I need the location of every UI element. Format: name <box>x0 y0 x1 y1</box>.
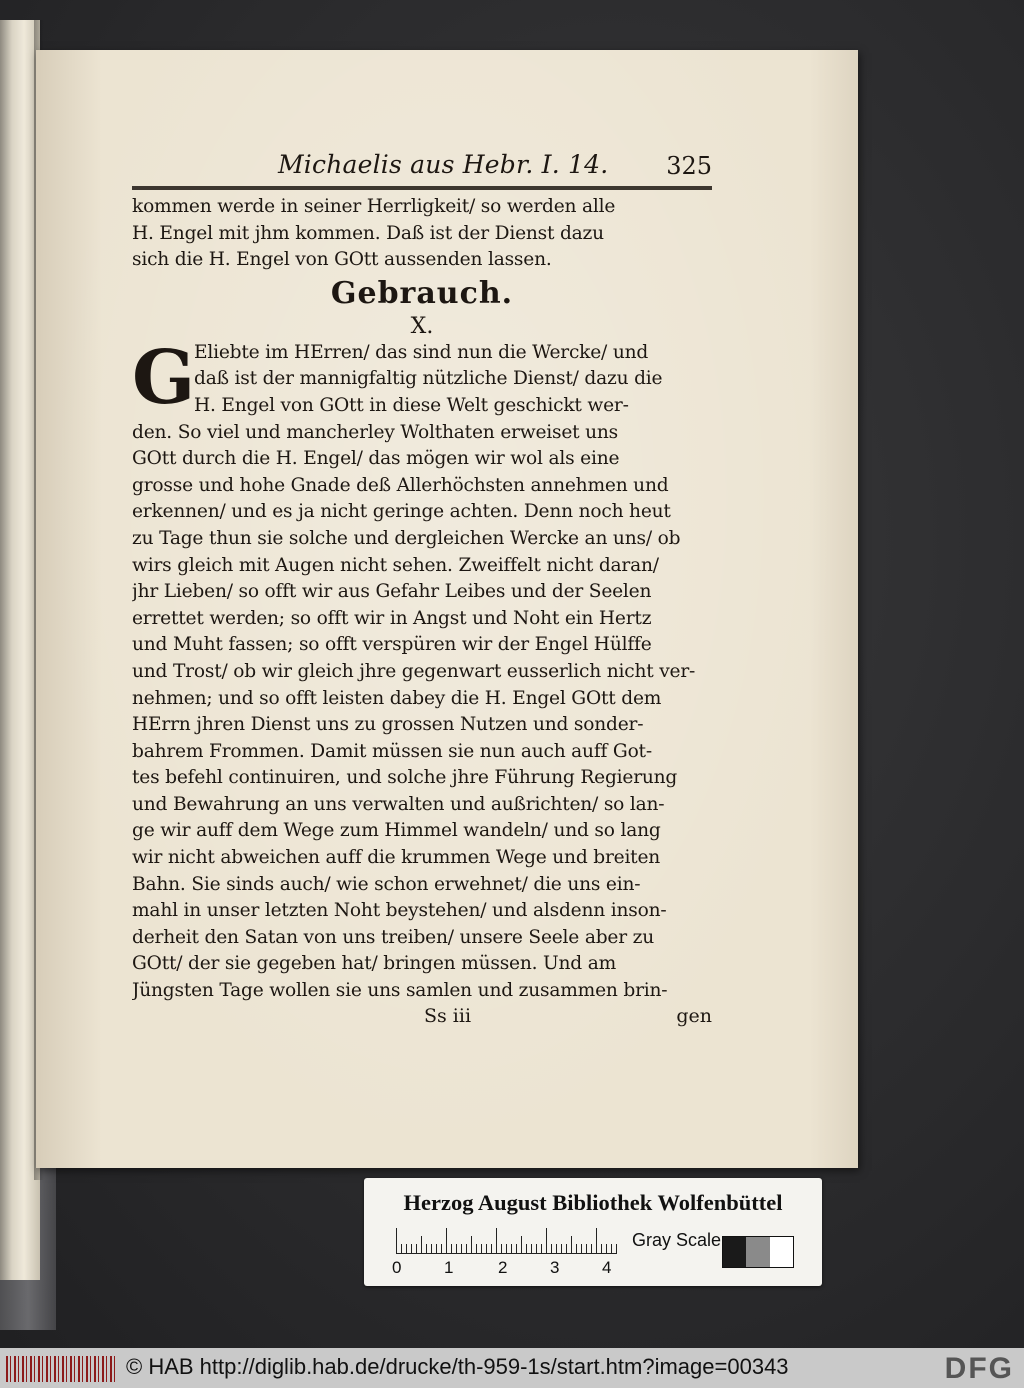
text-line: GOtt durch die H. Engel/ das mögen wir wol als eine <box>132 448 620 470</box>
ruler-tick <box>611 1244 612 1254</box>
ruler-tick <box>486 1244 487 1254</box>
ruler-tick <box>536 1244 537 1254</box>
ruler-tick <box>416 1244 417 1254</box>
ruler-tick <box>616 1244 617 1254</box>
ruler-tick <box>411 1244 412 1254</box>
ruler-tick <box>491 1244 492 1254</box>
ruler-tick <box>521 1236 522 1254</box>
text-line: erkennen/ und es ja nicht geringe achten. Denn noch heut <box>132 501 671 523</box>
gray-patch-mid <box>746 1237 769 1267</box>
text-line: sich die H. Engel von GOtt aussenden lassen. <box>132 249 552 271</box>
ruler-tick <box>456 1244 457 1254</box>
ruler-tick <box>441 1244 442 1254</box>
text-line: errettet werden; so offt wir in Angst und Noht ein Hertz <box>132 607 652 629</box>
ruler-tick <box>506 1244 507 1254</box>
ruler-tick <box>551 1244 552 1254</box>
gray-scale-patches <box>722 1236 794 1268</box>
ruler-tick <box>576 1244 577 1254</box>
dfg-logo: DFG <box>944 1352 1014 1385</box>
page-header <box>132 146 712 188</box>
text-line: zu Tage thun sie solche und dergleichen Wercke an uns/ ob <box>132 527 681 549</box>
color-target-card <box>364 1178 822 1286</box>
text-line: grosse und hohe Gnade deß Allerhöchsten annehmen und <box>132 474 669 496</box>
ruler-tick <box>561 1244 562 1254</box>
text-line: H. Engel von GOtt in diese Welt geschickt wer- <box>194 394 629 416</box>
paragraph <box>132 334 712 1005</box>
ruler-tick <box>481 1244 482 1254</box>
ruler-tick <box>496 1228 497 1254</box>
text-line: nehmen; und so offt leisten dabey die H. Engel GOtt dem <box>132 687 662 709</box>
ruler-number: 0 <box>392 1258 402 1277</box>
text-line: HErrn jhren Dienst uns zu grossen Nutzen und sonder- <box>132 714 644 736</box>
ruler-tick <box>501 1244 502 1254</box>
ruler-tick <box>476 1244 477 1254</box>
ruler-tick <box>451 1244 452 1254</box>
ruler-tick <box>461 1244 462 1254</box>
ruler-tick <box>581 1244 582 1254</box>
ruler-tick <box>571 1236 572 1254</box>
ruler-tick <box>546 1228 547 1254</box>
text-line: H. Engel mit jhm kommen. Daß ist der Dienst dazu <box>132 222 604 244</box>
text-line: daß ist der mannigfaltig nützliche Dienst/ dazu die <box>194 368 663 390</box>
ruler-numbers <box>392 1258 632 1280</box>
header-rule <box>132 186 712 190</box>
text-line: ge wir auff dem Wege zum Himmel wandeln/ und so lang <box>132 820 661 842</box>
page-body <box>132 194 712 1033</box>
text-line: den. So viel und mancherley Wolthaten erweiset uns <box>132 421 619 443</box>
page-foot <box>132 1005 712 1033</box>
text-line: Eliebte im HErren/ das sind nun die Wercke/ und <box>194 341 649 363</box>
ruler-tick <box>586 1244 587 1254</box>
ruler-tick <box>406 1244 407 1254</box>
text-line: und Muht fassen; so offt verspüren wir der Engel Hülffe <box>132 634 652 656</box>
text-line: mahl in unser letzten Noht beystehen/ und alsdenn inson- <box>132 900 667 922</box>
ruler-number: 1 <box>444 1258 454 1277</box>
ruler-tick <box>446 1228 447 1254</box>
ruler-tick <box>596 1228 597 1254</box>
gray-patch-dark <box>723 1237 746 1267</box>
ruler-number: 2 <box>498 1258 508 1277</box>
section-heading: Gebrauch. <box>330 275 514 311</box>
catchword: gen <box>676 1004 712 1027</box>
gray-scale-label: Gray Scale <box>632 1230 722 1250</box>
text-line: derheit den Satan von uns treiben/ unsere Seele aber zu <box>132 926 654 948</box>
text-line: wir nicht abweichen auff die krummen Wege und breiten <box>132 847 661 869</box>
footer-bar <box>0 1348 1024 1388</box>
ruler-number: 3 <box>550 1258 560 1277</box>
ruler-tick <box>606 1244 607 1254</box>
text-line: Jüngsten Tage wollen sie uns samlen und zusammen brin- <box>132 980 668 1002</box>
ruler-tick <box>401 1244 402 1254</box>
ruler-tick <box>431 1244 432 1254</box>
ruler-tick <box>421 1236 422 1254</box>
ruler-tick <box>526 1244 527 1254</box>
library-name: Herzog August Bibliothek Wolfenbüttel <box>403 1190 783 1215</box>
ruler-tick <box>601 1244 602 1254</box>
ruler-tick <box>511 1244 512 1254</box>
section-number: X. <box>410 313 434 339</box>
ruler-tick <box>541 1244 542 1254</box>
text-line: und Bewahrung an uns verwalten und außrichten/ so lan- <box>132 793 665 815</box>
ruler-tick <box>426 1244 427 1254</box>
gray-patch-light <box>770 1237 793 1267</box>
ruler-tick <box>566 1244 567 1254</box>
text-line: jhr Lieben/ so offt wir aus Gefahr Leibes und der Seelen <box>132 581 652 603</box>
ruler-tick <box>471 1236 472 1254</box>
ruler-tick <box>531 1244 532 1254</box>
footer-credit: © HAB http://diglib.hab.de/drucke/th-959-1s/start.htm?image=00343 <box>126 1354 789 1379</box>
signature-mark: Ss iii <box>424 1004 472 1027</box>
text-line: bahrem Frommen. Damit müssen sie nun auch auff Got- <box>132 740 652 762</box>
ruler-tick <box>516 1244 517 1254</box>
ruler-tick <box>556 1244 557 1254</box>
ruler-tick <box>591 1244 592 1254</box>
text-block <box>132 146 712 1027</box>
barcode-icon <box>6 1356 118 1382</box>
ruler-tick <box>436 1244 437 1254</box>
drop-cap-initial: G <box>132 334 196 421</box>
text-line: GOtt/ der sie gegeben hat/ bringen müssen. Und am <box>132 953 617 975</box>
page-number: 325 <box>666 152 712 180</box>
text-line: wirs gleich mit Augen nicht sehen. Zweiffelt nicht daran/ <box>132 554 659 576</box>
ruler-tick <box>466 1244 467 1254</box>
cm-ruler <box>396 1226 616 1254</box>
book-page <box>36 50 858 1168</box>
ruler-tick <box>396 1228 397 1254</box>
running-head: Michaelis aus Hebr. I. 14. <box>278 150 609 179</box>
text-line: und Trost/ ob wir gleich jhre gegenwart eusserlich nicht ver- <box>132 660 696 682</box>
text-line: kommen werde in seiner Herrligkeit/ so werden alle <box>132 196 616 217</box>
text-line: tes befehl continuiren, und solche jhre Führung Regierung <box>132 767 678 789</box>
ruler-number: 4 <box>602 1258 612 1277</box>
text-line: Bahn. Sie sinds auch/ wie schon erwehnet/ die uns ein- <box>132 873 641 895</box>
